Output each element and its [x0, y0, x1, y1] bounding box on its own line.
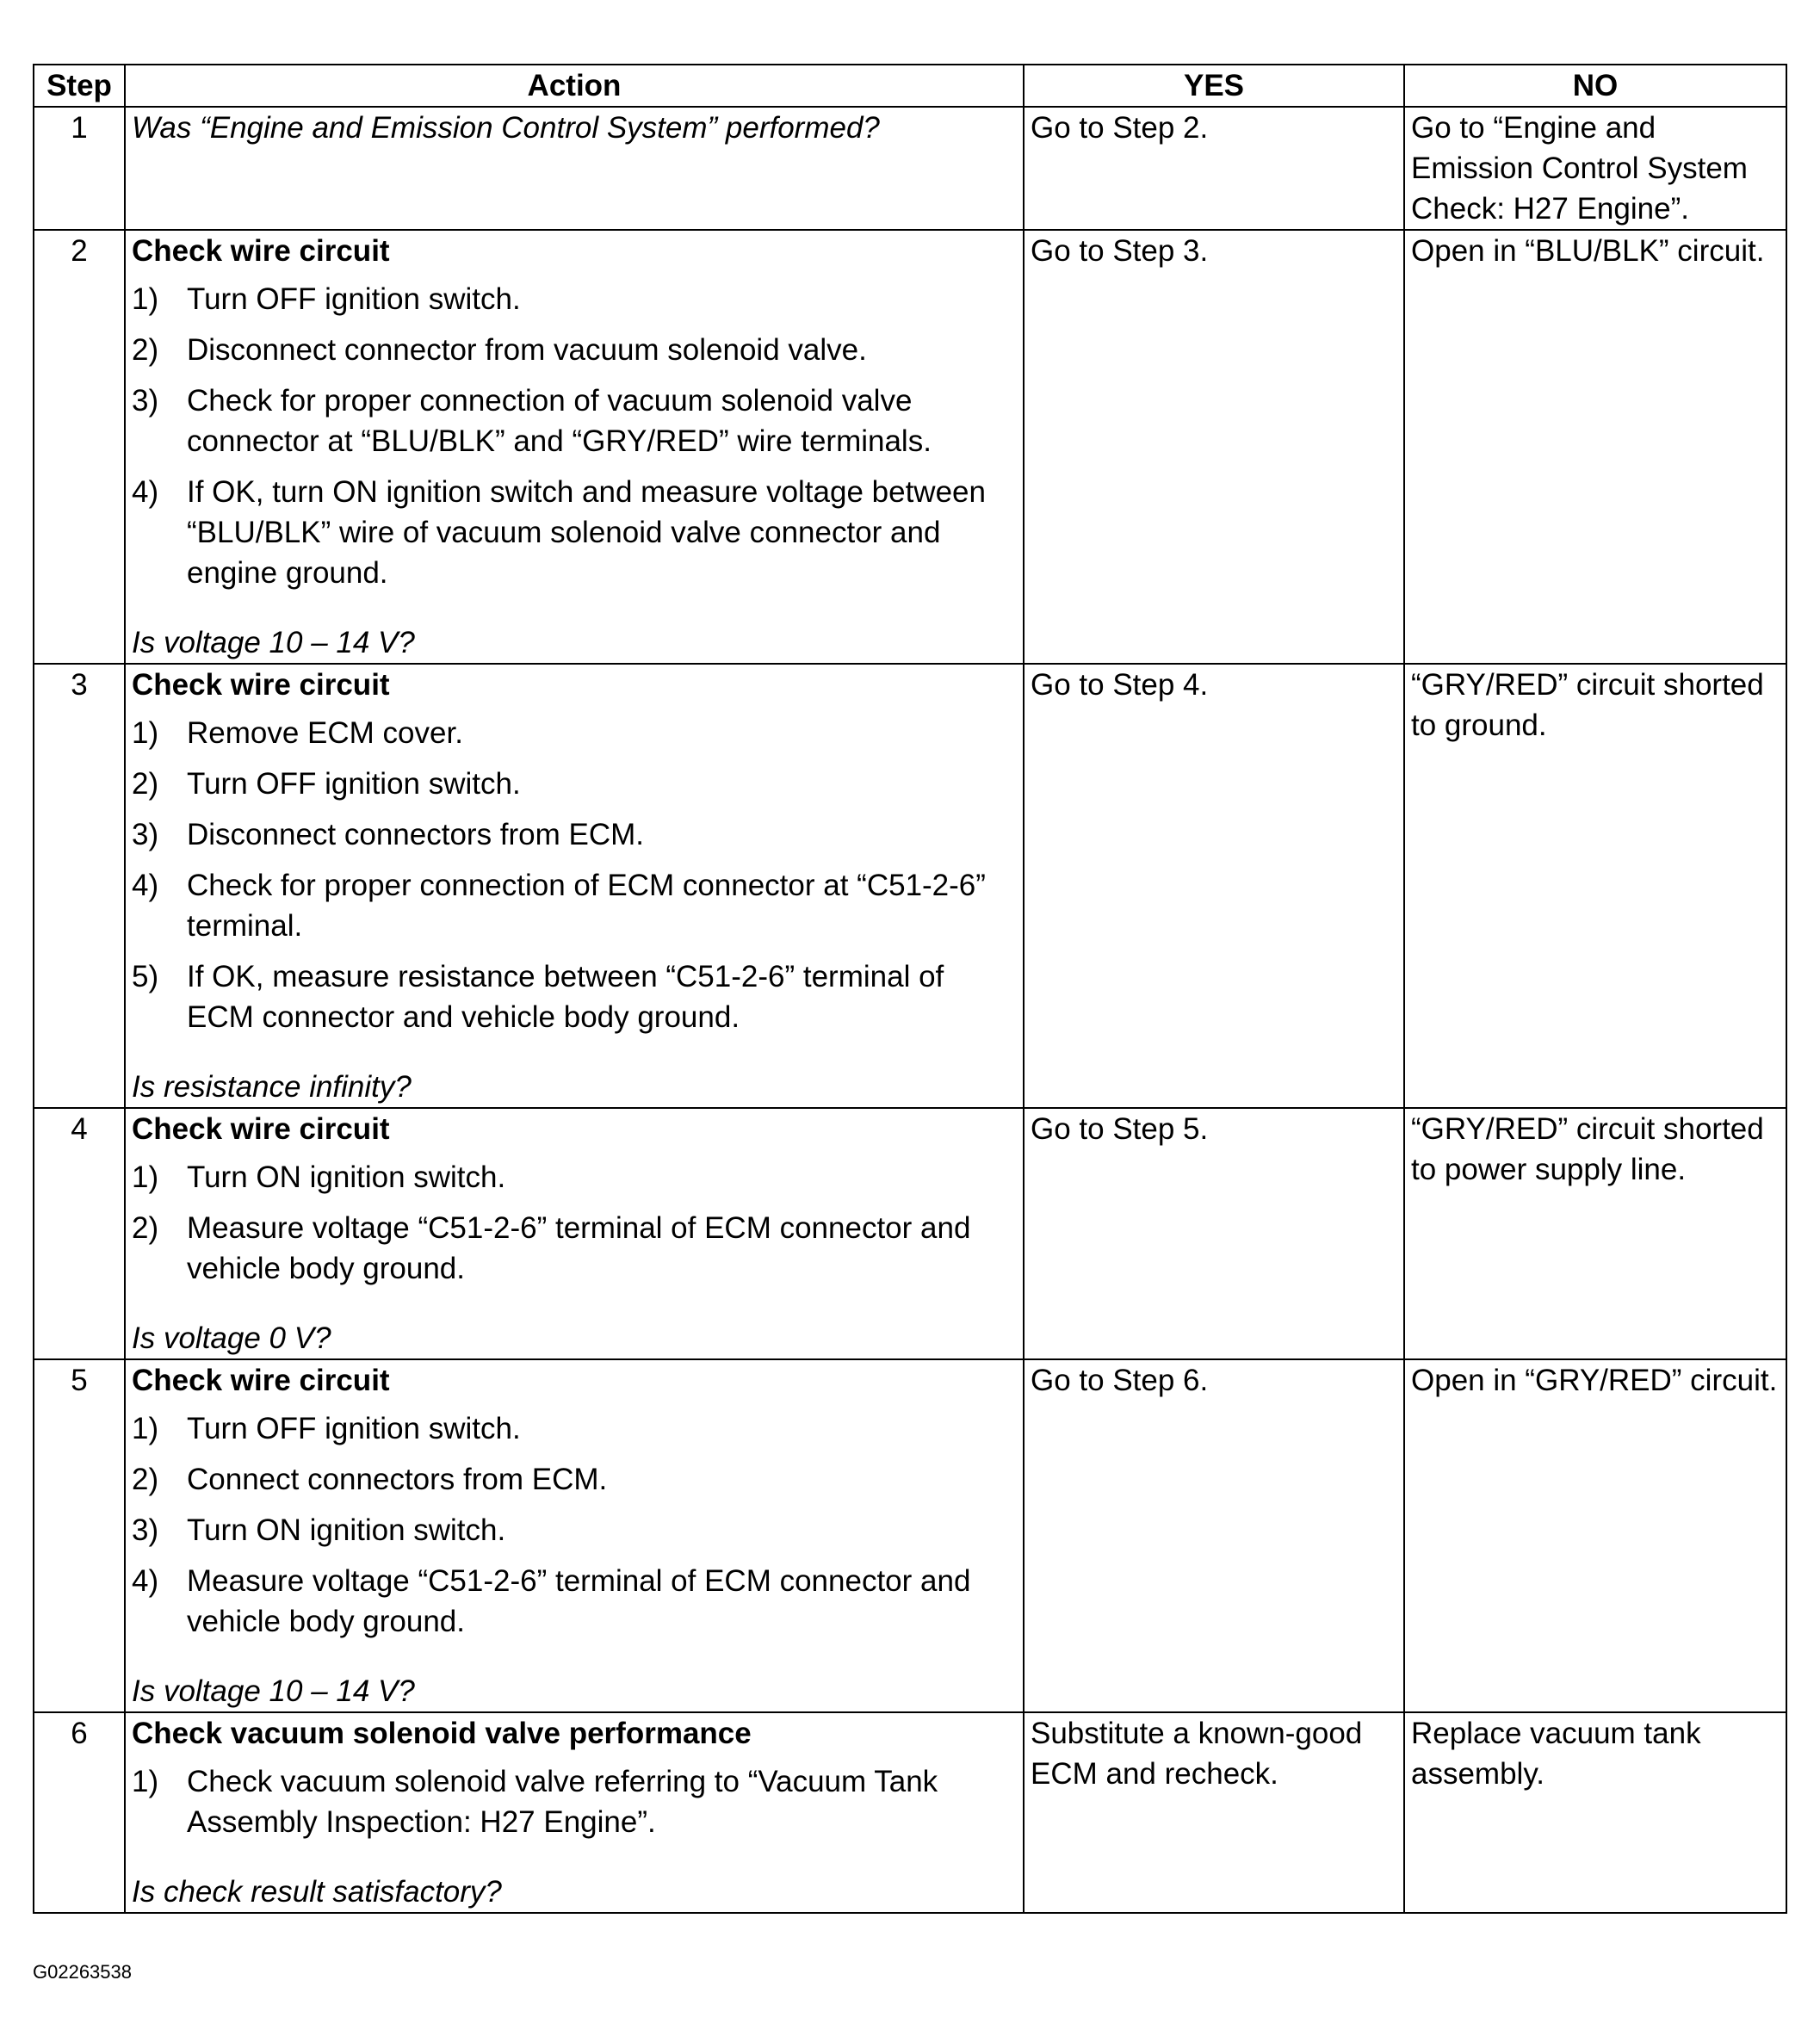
header-yes: YES — [1024, 65, 1404, 107]
item-number: 1) — [132, 1412, 159, 1445]
procedure-list — [132, 1761, 1017, 1842]
action-cell — [125, 230, 1024, 664]
table-row — [34, 1359, 1786, 1712]
figure-id: G02263538 — [33, 1961, 132, 1983]
list-item — [132, 330, 1017, 370]
action-cell — [125, 107, 1024, 230]
item-text: If OK, turn ON ignition switch and measure voltage between “BLU/BLK” wire of vacuum solenoid valve connector and engine ground. — [187, 475, 986, 590]
item-number: 5) — [132, 960, 159, 993]
item-text: Turn OFF ignition switch. — [187, 767, 521, 801]
step-title: Check wire circuit — [132, 1112, 390, 1146]
list-item — [132, 764, 1017, 804]
yes-cell: Go to Step 6. — [1024, 1359, 1404, 1712]
diagnostic-table — [33, 64, 1787, 1914]
check-question: Is resistance infinity? — [132, 1070, 412, 1104]
header-no: NO — [1404, 65, 1786, 107]
list-item — [132, 381, 1017, 461]
item-number: 4) — [132, 1564, 159, 1598]
header-action: Action — [125, 65, 1024, 107]
table-row — [34, 1108, 1786, 1359]
item-text: Check vacuum solenoid valve referring to “Vacuum Tank Assembly Inspection: H27 Engine”. — [187, 1765, 938, 1839]
table-row — [34, 107, 1786, 230]
step-title: Check vacuum solenoid valve performance — [132, 1717, 752, 1750]
step-number: 5 — [34, 1359, 125, 1712]
list-item — [132, 956, 1017, 1037]
table-row — [34, 1712, 1786, 1913]
no-cell: Open in “GRY/RED” circuit. — [1404, 1359, 1786, 1712]
list-item — [132, 1561, 1017, 1642]
step-title: Check wire circuit — [132, 668, 390, 702]
item-text: Disconnect connectors from ECM. — [187, 818, 645, 851]
item-number: 3) — [132, 384, 159, 418]
item-number: 1) — [132, 282, 159, 316]
list-item — [132, 814, 1017, 855]
no-cell: “GRY/RED” circuit shorted to power supply line. — [1404, 1108, 1786, 1359]
item-text: Turn OFF ignition switch. — [187, 1412, 521, 1445]
list-item — [132, 1208, 1017, 1289]
action-cell — [125, 664, 1024, 1108]
action-cell — [125, 1108, 1024, 1359]
no-cell: “GRY/RED” circuit shorted to ground. — [1404, 664, 1786, 1108]
yes-cell: Go to Step 5. — [1024, 1108, 1404, 1359]
item-text: Turn ON ignition switch. — [187, 1513, 506, 1547]
action-cell — [125, 1359, 1024, 1712]
procedure-list — [132, 713, 1017, 1037]
item-number: 1) — [132, 716, 159, 750]
action-cell — [125, 1712, 1024, 1913]
item-text: Turn ON ignition switch. — [187, 1160, 506, 1194]
no-cell: Open in “BLU/BLK” circuit. — [1404, 230, 1786, 664]
item-number: 4) — [132, 475, 159, 509]
header-step: Step — [34, 65, 125, 107]
procedure-list — [132, 1408, 1017, 1642]
step-number: 2 — [34, 230, 125, 664]
item-number: 3) — [132, 818, 159, 851]
item-text: Connect connectors from ECM. — [187, 1463, 608, 1496]
item-text: Disconnect connector from vacuum solenoid valve. — [187, 333, 867, 367]
step-number: 4 — [34, 1108, 125, 1359]
list-item — [132, 472, 1017, 593]
list-item — [132, 1157, 1017, 1197]
step-number: 1 — [34, 107, 125, 230]
procedure-list — [132, 1157, 1017, 1289]
item-text: Turn OFF ignition switch. — [187, 282, 521, 316]
item-text: Measure voltage “C51-2-6” terminal of ECM connector and vehicle body ground. — [187, 1211, 971, 1285]
item-number: 1) — [132, 1765, 159, 1798]
item-text: Measure voltage “C51-2-6” terminal of ECM connector and vehicle body ground. — [187, 1564, 971, 1638]
no-cell: Go to “Engine and Emission Control System Check: H27 Engine”. — [1404, 107, 1786, 230]
item-number: 1) — [132, 1160, 159, 1194]
item-number: 3) — [132, 1513, 159, 1547]
check-question: Was “Engine and Emission Control System” performed? — [132, 111, 880, 145]
list-item — [132, 1510, 1017, 1550]
list-item — [132, 865, 1017, 946]
item-number: 2) — [132, 767, 159, 801]
table-row — [34, 664, 1786, 1108]
step-title: Check wire circuit — [132, 234, 390, 268]
list-item — [132, 279, 1017, 319]
check-question: Is voltage 0 V? — [132, 1321, 331, 1355]
item-number: 2) — [132, 1463, 159, 1496]
item-text: If OK, measure resistance between “C51-2-6” terminal of ECM connector and vehicle body ground. — [187, 960, 944, 1034]
item-text: Check for proper connection of vacuum solenoid valve connector at “BLU/BLK” and “GRY/RED” wire terminals. — [187, 384, 932, 458]
check-question: Is voltage 10 – 14 V? — [132, 626, 415, 659]
list-item — [132, 1459, 1017, 1500]
item-text: Remove ECM cover. — [187, 716, 463, 750]
yes-cell: Go to Step 4. — [1024, 664, 1404, 1108]
check-question: Is check result satisfactory? — [132, 1875, 502, 1909]
table-row — [34, 230, 1786, 664]
yes-cell: Go to Step 3. — [1024, 230, 1404, 664]
yes-cell: Go to Step 2. — [1024, 107, 1404, 230]
no-cell: Replace vacuum tank assembly. — [1404, 1712, 1786, 1913]
list-item — [132, 1408, 1017, 1449]
procedure-list — [132, 279, 1017, 593]
item-number: 2) — [132, 333, 159, 367]
step-title: Check wire circuit — [132, 1364, 390, 1397]
list-item — [132, 1761, 1017, 1842]
item-number: 4) — [132, 869, 159, 902]
item-number: 2) — [132, 1211, 159, 1245]
list-item — [132, 713, 1017, 753]
step-number: 3 — [34, 664, 125, 1108]
check-question: Is voltage 10 – 14 V? — [132, 1674, 415, 1708]
step-number: 6 — [34, 1712, 125, 1913]
header-row — [34, 65, 1786, 107]
yes-cell: Substitute a known-good ECM and recheck. — [1024, 1712, 1404, 1913]
item-text: Check for proper connection of ECM connector at “C51-2-6” terminal. — [187, 869, 986, 943]
